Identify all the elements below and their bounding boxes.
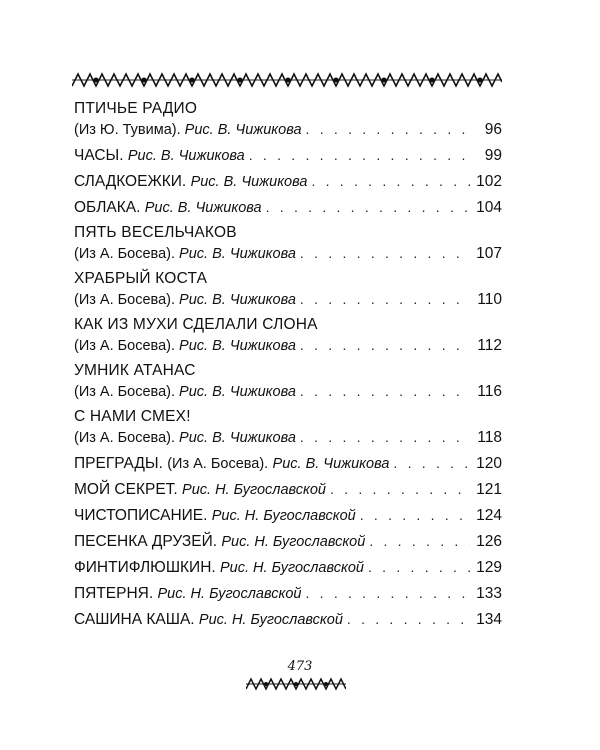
entry-page: 96 bbox=[484, 121, 502, 138]
dot-leader bbox=[347, 608, 470, 630]
entry-page: 107 bbox=[476, 245, 502, 262]
entry-page: 120 bbox=[476, 455, 502, 472]
entry-title: ПЯТЕРНЯ. bbox=[74, 585, 154, 602]
entry-illustrator: Рис. В. Чижикова bbox=[179, 384, 296, 400]
toc-entry-pyaternya bbox=[74, 582, 502, 605]
entry-title: ЧАСЫ. bbox=[74, 147, 124, 164]
dot-leader bbox=[360, 504, 470, 526]
toc-entry-chistopisanie bbox=[74, 504, 502, 527]
entry-illustrator: Рис. В. Чижикова bbox=[127, 148, 245, 164]
entry-title: ПЕСЕНКА ДРУЗЕЙ. bbox=[74, 533, 218, 550]
entry-illustrator: Рис. Н. Бугославской bbox=[157, 586, 302, 602]
entry-illustrator: Рис. В. Чижикова bbox=[184, 122, 302, 138]
dot-leader bbox=[300, 243, 470, 264]
entry-illustrator: Рис. Н. Бугославской bbox=[221, 534, 366, 550]
entry-illustrator: Рис. Н. Бугославской bbox=[220, 560, 364, 576]
entry-title: ХРАБРЫЙ КОСТА bbox=[74, 270, 208, 287]
entry-page: 102 bbox=[476, 173, 502, 190]
entry-illustrator: Рис. Н. Бугославской bbox=[198, 612, 343, 628]
entry-page: 124 bbox=[476, 507, 502, 524]
entry-illustrator: Рис. В. Чижикова bbox=[144, 200, 262, 216]
dot-leader bbox=[300, 381, 470, 402]
toc-entry-khrabry-kosta bbox=[74, 268, 502, 311]
entry-title: ПТИЧЬЕ РАДИО bbox=[74, 100, 198, 117]
toc-entry-fintiflyushkin bbox=[74, 556, 502, 579]
dot-leader bbox=[306, 119, 470, 140]
entry-illustrator: Рис. В. Чижикова bbox=[179, 292, 296, 308]
toc-entry-umnik-atanas bbox=[74, 360, 502, 403]
entry-page: 110 bbox=[477, 291, 502, 308]
entry-title: СЛАДКОЕЖКИ. bbox=[74, 173, 187, 190]
dot-leader bbox=[300, 335, 470, 356]
entry-title: КАК ИЗ МУХИ СДЕЛАЛИ СЛОНА bbox=[74, 316, 318, 333]
entry-source: (Из А. Босева). bbox=[74, 384, 176, 400]
entry-page: 134 bbox=[476, 611, 502, 628]
entry-page: 133 bbox=[476, 585, 502, 602]
entry-title: САШИНА КАША. bbox=[74, 611, 195, 628]
dot-leader bbox=[330, 478, 470, 500]
dot-leader bbox=[300, 289, 470, 310]
entry-page: 116 bbox=[477, 383, 502, 400]
entry-title: ЧИСТОПИСАНИЕ. bbox=[74, 507, 208, 524]
dot-leader bbox=[249, 144, 470, 166]
entry-page: 126 bbox=[476, 533, 502, 550]
dot-leader bbox=[369, 530, 470, 552]
entry-title: ФИНТИФЛЮШКИН. bbox=[74, 559, 216, 576]
entry-source: (Из А. Босева). bbox=[74, 246, 176, 262]
entry-title: ОБЛАКА. bbox=[74, 199, 141, 216]
toc-entry-oblaka bbox=[74, 196, 502, 219]
toc-entry-ptichye-radio bbox=[74, 98, 502, 141]
entry-page: 112 bbox=[477, 337, 502, 354]
toc-entry-chasy bbox=[74, 144, 502, 167]
entry-title: УМНИК АТАНАС bbox=[74, 362, 196, 379]
entry-illustrator: Рис. В. Чижикова bbox=[190, 174, 308, 190]
entry-source: (Из А. Босева). bbox=[167, 456, 269, 472]
toc-entry-sashina-kasha bbox=[74, 608, 502, 631]
entry-title: ПРЕГРАДЫ. bbox=[74, 455, 163, 472]
entry-title: С НАМИ СМЕХ! bbox=[74, 408, 191, 425]
entry-page: 99 bbox=[484, 147, 502, 164]
toc-entry-moy-sekret bbox=[74, 478, 502, 501]
top-ornament-border bbox=[72, 70, 502, 90]
toc-entry-pyat-veselchakov bbox=[74, 222, 502, 265]
dot-leader bbox=[266, 196, 470, 218]
entry-source: (Из А. Босева). bbox=[74, 292, 176, 308]
bottom-ornament-border bbox=[246, 676, 346, 692]
toc-entry-kak-iz-mukhi bbox=[74, 314, 502, 357]
entry-illustrator: Рис. В. Чижикова bbox=[272, 456, 390, 472]
dot-leader bbox=[300, 427, 470, 448]
entry-page: 118 bbox=[477, 429, 502, 446]
entry-illustrator: Рис. В. Чижикова bbox=[179, 338, 296, 354]
entry-page: 129 bbox=[476, 559, 502, 576]
dot-leader bbox=[311, 170, 470, 192]
table-of-contents bbox=[74, 98, 502, 631]
entry-page: 121 bbox=[476, 481, 502, 498]
toc-entry-pesenka-druzey bbox=[74, 530, 502, 553]
toc-entry-sladkoezhki bbox=[74, 170, 502, 193]
entry-title: МОЙ СЕКРЕТ. bbox=[74, 481, 178, 498]
entry-page: 104 bbox=[476, 199, 502, 216]
dot-leader bbox=[305, 582, 470, 604]
toc-entry-s-nami-smekh bbox=[74, 406, 502, 449]
entry-illustrator: Рис. В. Чижикова bbox=[179, 430, 296, 446]
entry-source: (Из Ю. Тувима). bbox=[74, 122, 181, 138]
toc-entry-pregrady bbox=[74, 452, 502, 475]
dot-leader bbox=[368, 556, 470, 578]
entry-source: (Из А. Босева). bbox=[74, 430, 176, 446]
dot-leader bbox=[393, 452, 470, 474]
page-number: 473 bbox=[287, 659, 313, 674]
entry-illustrator: Рис. Н. Бугославской bbox=[182, 482, 326, 498]
entry-source: (Из А. Босева). bbox=[74, 338, 176, 354]
entry-illustrator: Рис. В. Чижикова bbox=[179, 246, 296, 262]
entry-title: ПЯТЬ ВЕСЕЛЬЧАКОВ bbox=[74, 224, 237, 241]
entry-illustrator: Рис. Н. Бугославской bbox=[211, 508, 356, 524]
